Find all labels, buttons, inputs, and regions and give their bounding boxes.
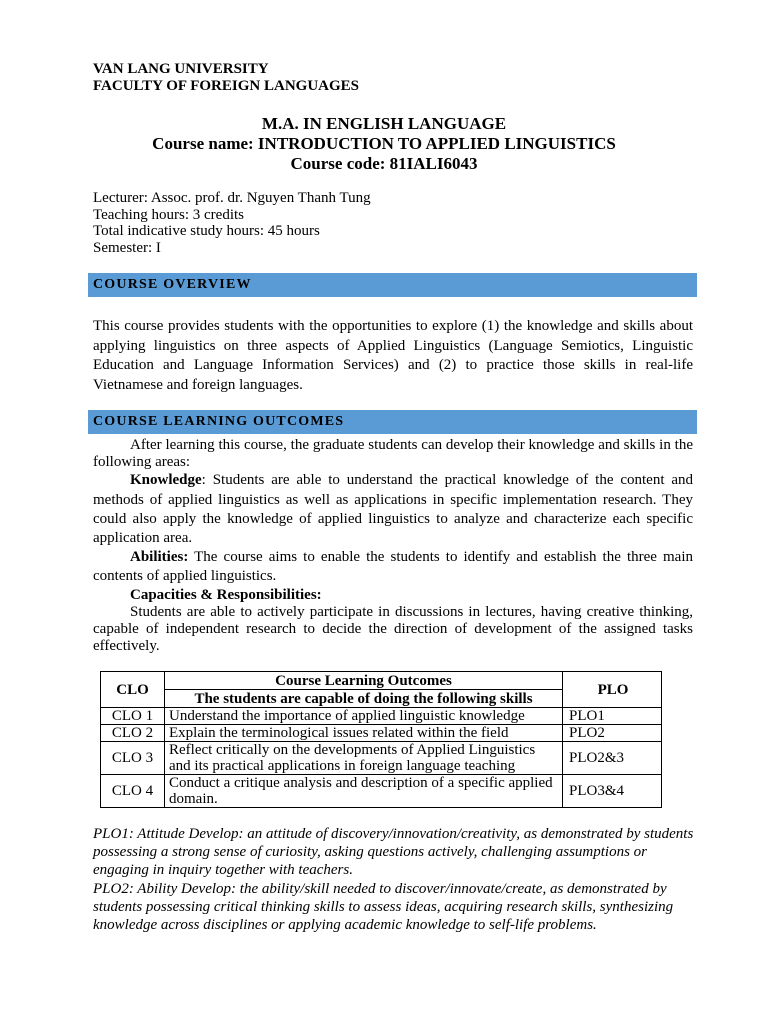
outcome-cell: Explain the terminological issues related within the field — [165, 725, 563, 742]
semester-line: Semester: I — [93, 240, 161, 256]
outcomes-intro: After learning this course, the graduate students can develop their knowledge and skills in the following areas: — [93, 437, 693, 471]
plo-column-header: PLO — [563, 672, 662, 708]
knowledge-text: : Students are able to understand the practical knowledge of the content and methods of applied linguistics as well as applications in specific implementation research. They could also apply the knowledge of applied linguistics to analyze and characterize each specific application area. — [93, 472, 693, 547]
study-hours-line: Total indicative study hours: 45 hours — [93, 223, 320, 239]
lecturer-line: Lecturer: Assoc. prof. dr. Nguyen Thanh Tung — [93, 190, 371, 206]
course-code: Course code: 81IALI6043 — [290, 154, 478, 173]
plo-cell: PLO2&3 — [563, 742, 662, 775]
knowledge-paragraph — [93, 471, 693, 548]
table-row — [101, 742, 662, 775]
plo-notes — [93, 825, 698, 934]
capacities-text: Students are able to actively participate in discussions in lectures, having creative thinking, capable of independent research to decide the direction of development of the assigned tasks effectively. — [93, 603, 693, 655]
course-name: Course name: INTRODUCTION TO APPLIED LINGUISTICS — [152, 134, 616, 153]
clo-cell: CLO 3 — [101, 742, 165, 775]
clo-cell: CLO 1 — [101, 708, 165, 725]
plo-cell: PLO2 — [563, 725, 662, 742]
table-row — [101, 725, 662, 742]
outcome-cell: Understand the importance of applied linguistic knowledge — [165, 708, 563, 725]
outcomes-subheader: The students are capable of doing the following skills — [165, 690, 563, 708]
abilities-paragraph — [93, 548, 693, 586]
outcomes-column-header: Course Learning Outcomes — [165, 672, 563, 690]
course-overview-text: This course provides students with the opportunities to explore (1) the knowledge and skills about applying linguistics on three aspects of Applied Linguistics (Language Semiotics, Linguistic Education and Language Information Services) and (2) to practice those skills in real-life Vietnamese and foreign languages. — [93, 318, 693, 393]
plo2-note: PLO2: Ability Develop: the ability/skill needed to discover/innovate/create, as demonstrated by students possessing critical thinking skills to assess ideas, acquiring research skills, synthesizing knowledge across disciplines or applying academic knowledge to self-life problems. — [93, 880, 674, 934]
table-row — [101, 708, 662, 725]
clo-cell: CLO 4 — [101, 775, 165, 808]
knowledge-label: Knowledge — [130, 472, 202, 489]
outcome-cell: Conduct a critique analysis and description of a specific applied domain. — [165, 775, 563, 808]
course-learning-outcomes-heading: COURSE LEARNING OUTCOMES — [88, 410, 697, 434]
program-title: M.A. IN ENGLISH LANGUAGE — [261, 114, 507, 133]
clo-table-header-row — [101, 672, 662, 690]
outcome-cell: Reflect critically on the developments of Applied Linguistics and its practical applications in foreign language teaching — [165, 742, 563, 775]
clo-table — [100, 671, 662, 808]
learning-outcomes-body — [93, 437, 693, 655]
abilities-text: The course aims to enable the students to identify and establish the three main contents of applied linguistics. — [93, 549, 693, 585]
table-row — [101, 775, 662, 808]
abilities-label: Abilities: — [130, 549, 189, 566]
capacities-label: Capacities & Responsibilities: — [130, 586, 322, 603]
faculty-name: FACULTY OF FOREIGN LANGUAGES — [93, 78, 360, 94]
plo-cell: PLO1 — [563, 708, 662, 725]
plo1-note: PLO1: Attitude Develop: an attitude of discovery/innovation/creativity, as demonstrated by students possessing a strong sense of curiosity, asking questions actively, challenging assumptions or engaging in inquiry together with teachers. — [93, 826, 694, 879]
clo-column-header: CLO — [101, 672, 165, 708]
clo-cell: CLO 2 — [101, 725, 165, 742]
course-overview-heading: COURSE OVERVIEW — [88, 273, 697, 297]
plo-cell: PLO3&4 — [563, 775, 662, 808]
university-name: VAN LANG UNIVERSITY — [93, 61, 269, 77]
teaching-hours-line: Teaching hours: 3 credits — [93, 207, 244, 223]
